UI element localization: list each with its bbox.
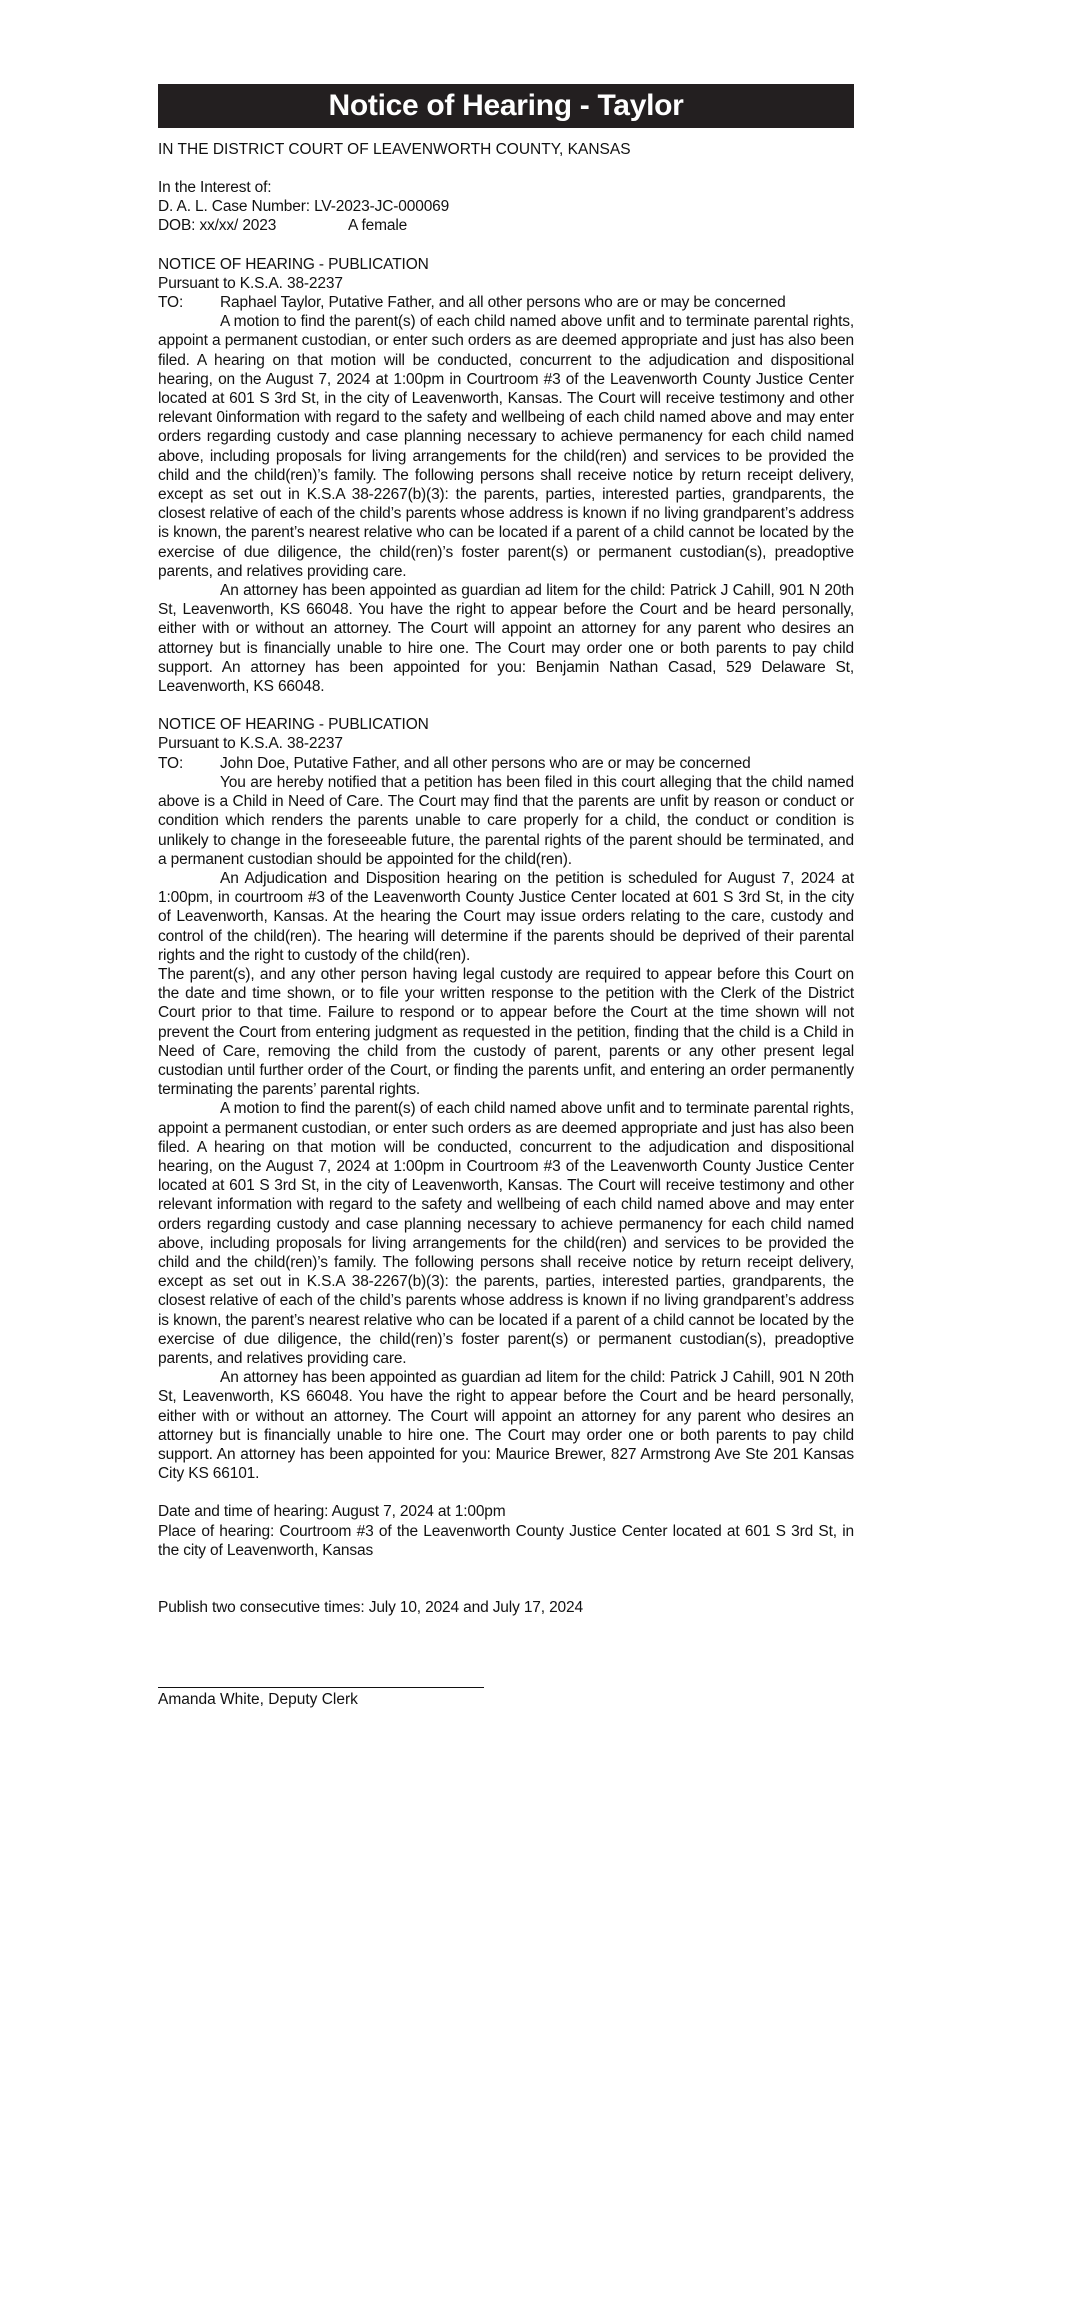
to-label: TO:: [158, 754, 184, 772]
to-recipient: John Doe, Putative Father, and all other persons who are or may be concerned: [220, 754, 751, 772]
pursuant-line: Pursuant to K.S.A. 38-2237: [158, 274, 343, 292]
motion-paragraph: A motion to find the parent(s) of each child named above unfit and to terminate parental rights, appoint a permanent custodian, or enter such orders as are deemed appropriate and just has also been filed. A hearing on that motion will be conducted, concurrent to the adjudication and dispositional hearing, on the August 7, 2024 at 1:00pm in Courtroom #3 of the Leavenworth County Justice Center located at 601 S 3rd St, in the city of Leavenworth, Kansas. The Court will receive testimony and other relevant 0information with regard to the safety and wellbeing of each child named above and may enter orders regarding custody and case planning necessary to achieve permanency for each child named above, including proposals for living arrangements for the child(ren) and services to be provided the child and the child(ren)’s family. The following persons shall receive notice by return receipt delivery, except as set out in K.S.A 38-2267(b)(3): the parents, parties, interested parties, grandparents, the closest relative of each of the child’s parents whose address is known if no living grandparent’s address is known, the parent’s nearest relative who can be located if a parent of a child cannot be located by the exercise of due diligence, the child(ren)’s foster parent(s) or permanent custodian(s), preadoptive parents, and relatives providing care.: [158, 313, 854, 580]
appearance-paragraph: The parent(s), and any other person having legal custody are required to appear before this Court on the date and time shown, or to file your written response to the petition with the Clerk of the District Court prior to that time. Failure to respond or to appear before the Court at the time shown will not prevent the Court from entering judgment as requested in the petition, finding that the child is a Child in Need of Care, removing the child from the custody of parent, parents or any other present legal custodian until further order of the Court, or finding the parents unfit, and entering an order permanently terminating the parents’ parental rights.: [158, 965, 854, 1099]
notice-heading: NOTICE OF HEARING - PUBLICATION: [158, 716, 429, 734]
to-line: [158, 293, 854, 312]
hearing-datetime: Date and time of hearing: August 7, 2024 at 1:00pm: [158, 1503, 506, 1521]
publish-dates: Publish two consecutive times: July 10, 2024 and July 17, 2024: [158, 1599, 583, 1617]
petition-paragraph: You are hereby notified that a petition has been filed in this court alleging that the child named above is a Child in Need of Care. The Court may find that the parents are unfit by reason or conduct or condition which renders the parents unable to care properly for a child, the conduct or condition is unlikely to change in the foreseeable future, the parental rights of the parent should be terminated, and a permanent custodian should be appointed for the child(ren).: [158, 773, 854, 868]
notice-section-1: [158, 255, 854, 697]
case-number: D. A. L. Case Number: LV-2023-JC-000069: [158, 198, 450, 216]
interest-label: In the Interest of:: [158, 179, 272, 196]
notice-title: Notice of Hearing - Taylor: [158, 84, 854, 128]
attorney-paragraph: An attorney has been appointed as guardian ad litem for the child: Patrick J Cahill, 901 N 20th St, Leavenworth, KS 66048. You have the right to appear before the Court and be heard personally, either with or without an attorney. The Court will appoint an attorney for any parent who desires an attorney but is financially unable to hire one. The Court may order one or both parents to pay child support. An attorney has been appointed for you: Benjamin Nathan Casad, 529 Delaware St, Leavenworth, KS 66048.: [158, 582, 854, 696]
to-line: [158, 754, 854, 773]
dob-row: [158, 216, 854, 235]
hearing-place: Place of hearing: Courtroom #3 of the Leavenworth County Justice Center located at 601 S 3rd St, in the city of Leavenworth, Kansas: [158, 1522, 854, 1559]
clerk-signature: Amanda White, Deputy Clerk: [158, 1691, 358, 1709]
attorney-paragraph: An attorney has been appointed as guardian ad litem for the child: Patrick J Cahill, 901 N 20th St, Leavenworth, KS 66048. You have the right to appear before the Court and be heard personally, either with or without an attorney. The Court will appoint an attorney for any parent who desires an attorney but is financially unable to hire one. The Court may order one or both parents to pay child support. An attorney has been appointed for you: Maurice Brewer, 827 Armstrong Ave Ste 201 Kansas City KS 66101.: [158, 1369, 854, 1483]
interest-block: [158, 178, 854, 236]
notice-section-2: [158, 715, 854, 1483]
signature-line: [158, 1687, 484, 1688]
hearing-details: [158, 1502, 854, 1560]
legal-notice: [158, 84, 854, 1709]
hearing-paragraph: An Adjudication and Disposition hearing on the petition is scheduled for August 7, 2024 at 1:00pm, in courtroom #3 of the Leavenworth County Justice Center located at 601 S 3rd St, in the city of Leavenworth, Kansas. At the hearing the Court may issue orders relating to the care, custody and control of the child(ren). The hearing will determine if the parents should be deprived of their parental rights and the right to custody of the child(ren).: [158, 869, 854, 964]
pursuant-line: Pursuant to K.S.A. 38-2237: [158, 735, 343, 753]
notice-heading: NOTICE OF HEARING - PUBLICATION: [158, 255, 429, 273]
dob: DOB: xx/xx/ 2023: [158, 217, 277, 235]
court-name: IN THE DISTRICT COURT OF LEAVENWORTH COUNTY, KANSAS: [158, 141, 631, 158]
to-recipient: Raphael Taylor, Putative Father, and all other persons who are or may be concerned: [220, 294, 786, 312]
motion-paragraph: A motion to find the parent(s) of each child named above unfit and to terminate parental rights, appoint a permanent custodian, or enter such orders as are deemed appropriate and just has also been filed. A hearing on that motion will be conducted, concurrent to the adjudication and dispositional hearing, on the August 7, 2024 at 1:00pm in Courtroom #3 of the Leavenworth County Justice Center located at 601 S 3rd St, in the city of Leavenworth, Kansas. The Court will receive testimony and other relevant information with regard to the safety and wellbeing of each child named above and may enter orders regarding custody and case planning necessary to achieve permanency for each child named above, including proposals for living arrangements for the child(ren) and services to be provided the child and the child(ren)’s family. The following persons shall receive notice by return receipt delivery, except as set out in K.S.A 38-2267(b)(3): the parents, parties, interested parties, grandparents, the closest relative of each of the child’s parents whose address is known if no living grandparent’s address is known, the parent’s nearest relative who can be located if a parent of a child cannot be located by the exercise of due diligence, the child(ren)’s foster parent(s) or permanent custodian(s), preadoptive parents, and relatives providing care.: [158, 1100, 854, 1367]
to-label: TO:: [158, 294, 184, 312]
child-sex: A female: [348, 217, 408, 235]
